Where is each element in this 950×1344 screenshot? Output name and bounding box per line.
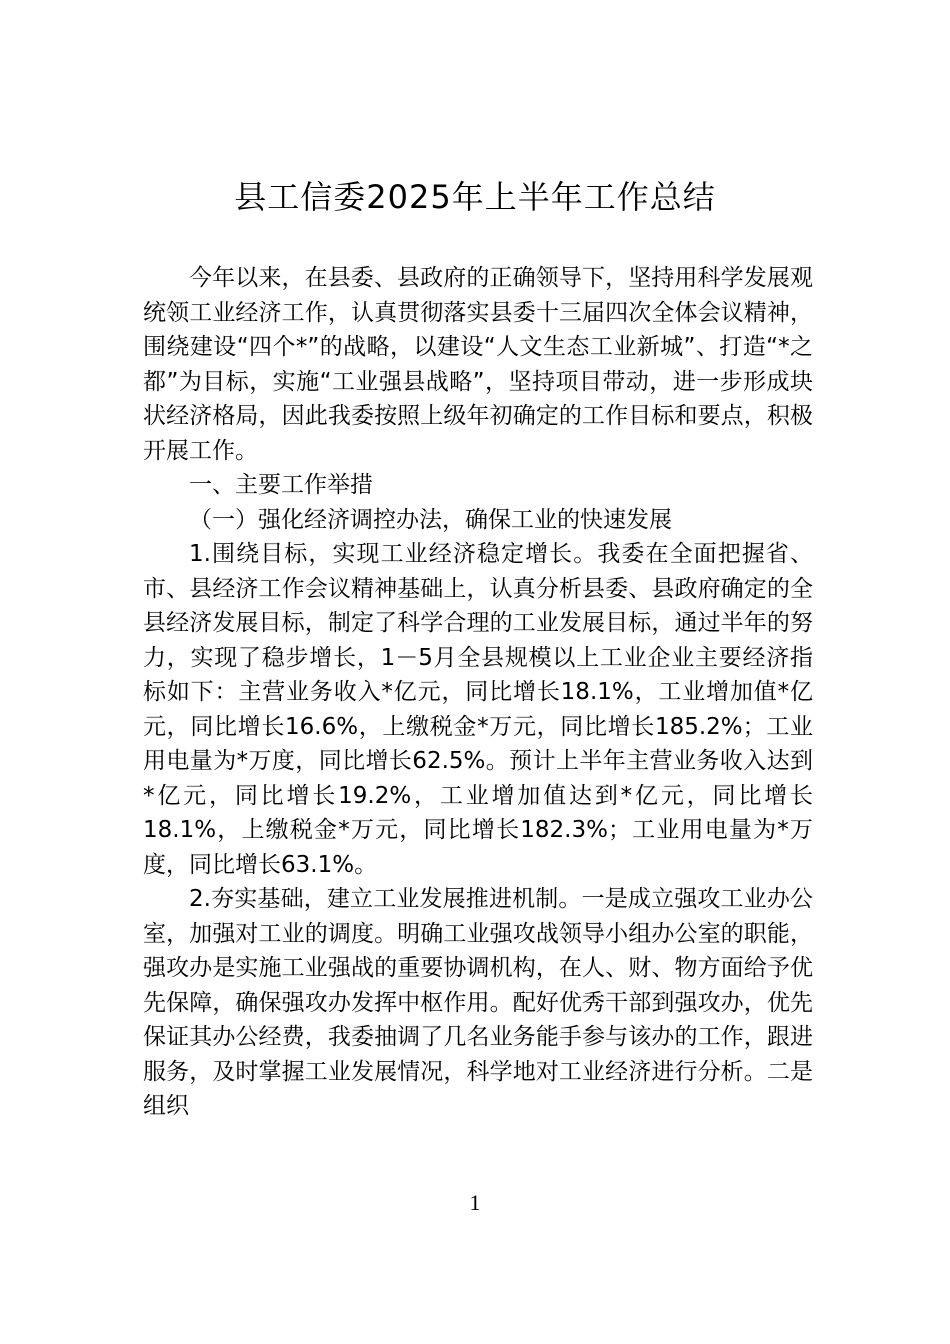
paragraph-intro: 今年以来，在县委、县政府的正确领导下，坚持用科学发展观统领工业经济工作，认真贯彻落实县委十三届四次全体会议精神，围绕建设“四个*”的战略，以建设“人文生态工业新城”、打造“*之都”为目标，实施“工业强县战略”，坚持项目带动，进一步形成块状经济格局，因此我委按照上级年初确定的工作目标和要点，积极开展工作。 (143, 265, 813, 464)
document-body (143, 261, 813, 1124)
section-heading: 一、主要工作举措 (189, 472, 373, 498)
document-title: 县工信委2025年上半年工作总结 (234, 178, 716, 216)
page-number: 1 (469, 1190, 481, 1215)
paragraph-item-1: 1.围绕目标，实现工业经济稳定增长。我委在全面把握省、市、县经济工作会议精神基础上，认真分析县委、县政府确定的全县经济发展目标，制定了科学合理的工业发展目标，通过半年的努力，实现了稳步增长，1－5月全县规模以上工业企业主要经济指标如下：主营业务收入*亿元，同比增长18.1%，工业增加值*亿元，同比增长16.6%，上缴税金*万元，同比增长185.2%；工业用电量为*万度，同比增长62.5%。预计上半年主营业务收入达到*亿元，同比增长19.2%，工业增加值达到*亿元，同比增长18.1%，上缴税金*万元，同比增长182.3%；工业用电量为*万度，同比增长63.1%。 (143, 541, 813, 878)
paragraph-item-2: 2.夯实基础，建立工业发展推进机制。一是成立强攻工业办公室，加强对工业的调度。明确工业强攻战领导小组办公室的职能，强攻办是实施工业强战的重要协调机构，在人、财、物方面给予优先保障，确保强攻办发挥中枢作用。配好优秀干部到强攻办，优先保证其办公经费，我委抽调了几名业务能手参与该办的工作，跟进服务，及时掌握工业发展情况，科学地对工业经济进行分析。二是组织 (143, 886, 813, 1119)
subsection-heading: （一）强化经济调控办法，确保工业的快速发展 (189, 506, 672, 533)
